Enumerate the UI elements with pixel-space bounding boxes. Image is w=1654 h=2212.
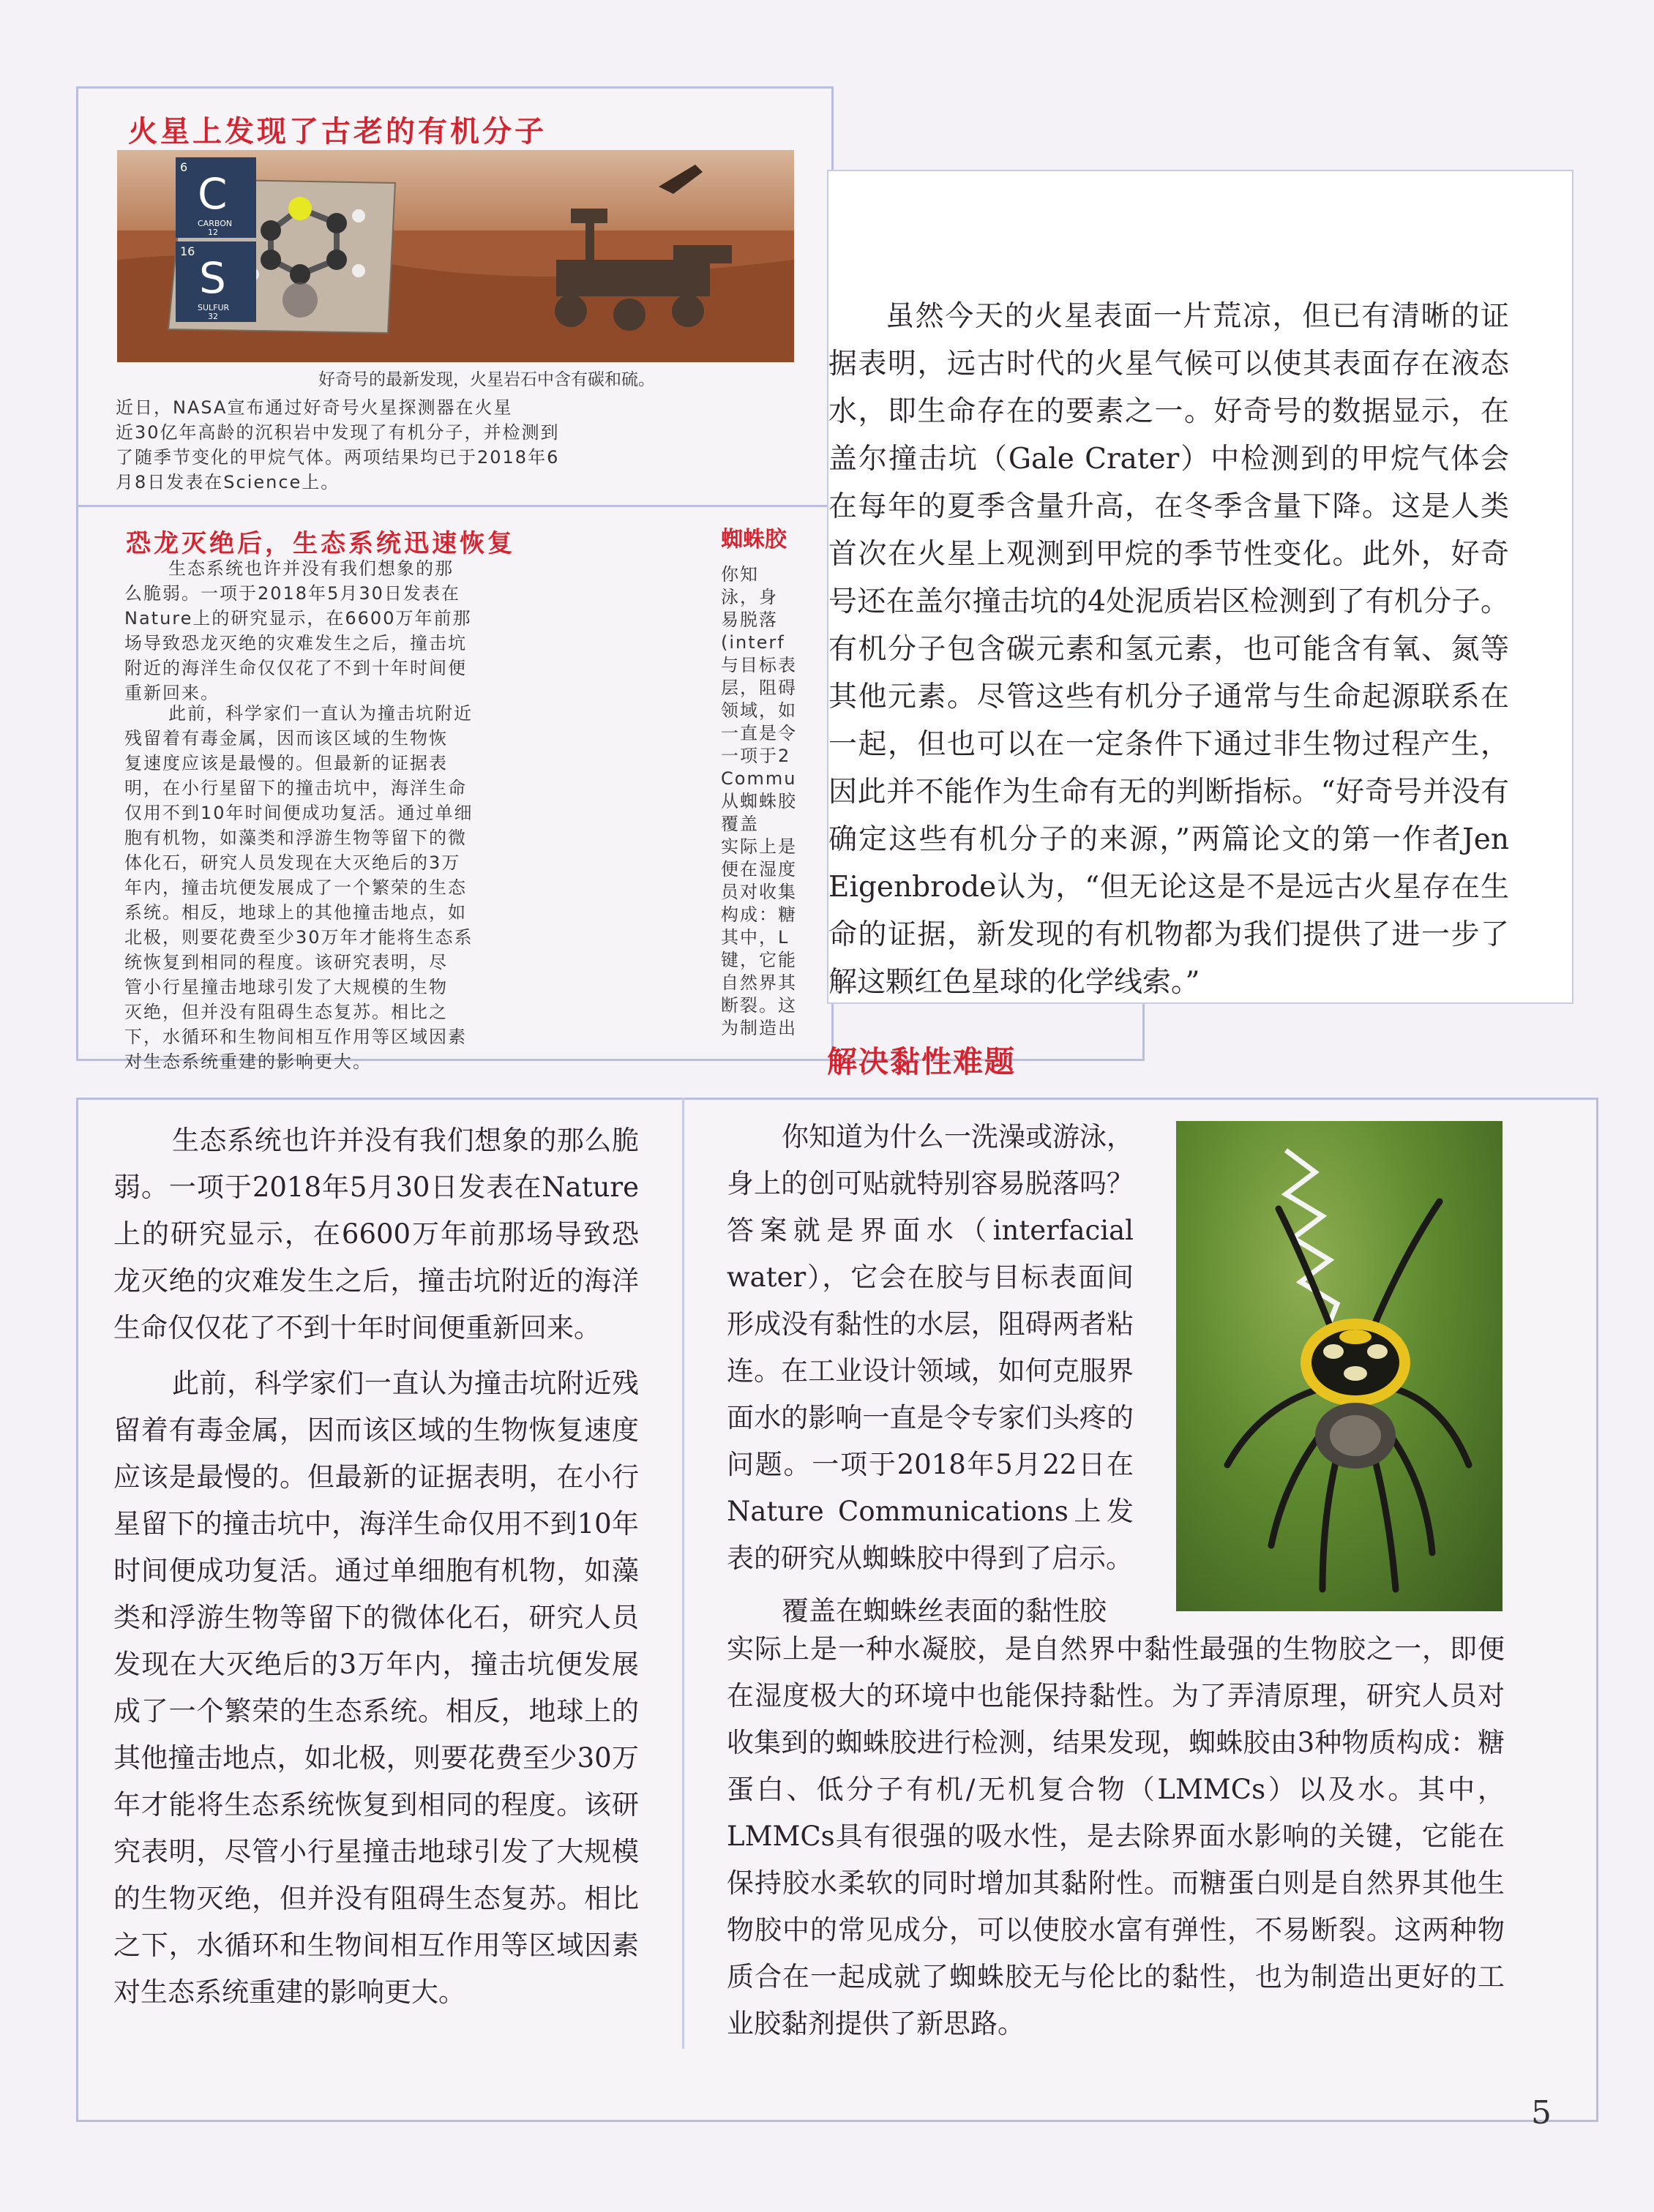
mars-inset-title: 火星上发现了古老的有机分子 (128, 115, 547, 149)
spider-article-p1: 你知道为什么一洗澡或游泳，身上的创可贴就特别容易脱落吗？答案就是界面水（interfacial water），它会在胶与目标表面间形成没有黏性的水层，阻碍两者粘连。在工业设计领域，如何克服界面水的影响一直是令专家们头疼的问题。一项于2018年5月22日在Nature Communications上发表的研究从蜘蛛胶中得到了启示。 覆盖在蜘蛛丝表面的黏性胶 (727, 1114, 1134, 1635)
spider-article-p2-start: 覆盖在蜘蛛丝表面的黏性胶 (782, 1595, 1107, 1627)
eco-inset-title: 恐龙灭绝后，生态系统迅速恢复 (126, 529, 515, 558)
spider-inset-partial (721, 521, 823, 1041)
mars-rover-photo (117, 150, 794, 362)
spider-illustration (1176, 1121, 1503, 1611)
column-divider (682, 1098, 684, 2049)
mars-inset-summary: 近日，NASA宣布通过好奇号火星探测器在火星 近30亿年高龄的沉积岩中发现了有机分子，并检测到 了随季节变化的甲烷气体。两项结果均已于2018年6 月8日发表在Science上。 (116, 397, 560, 492)
page-number: 5 (1531, 2094, 1552, 2132)
carbon-element-tile: 6 C CARBON 12 (176, 157, 256, 238)
spider-inset-text: 你知 泳，身 易脱落 (interf 与目标表 层，阻碍 领域，如 一直是令 一项于2 Commu 从蜘蛛胶 覆盖 实际上是 便在湿度 员对收集 构成：糖 其中，L 键，它能 自然界其 断裂。这 为制造出 (721, 564, 797, 1038)
eco-inset-p1: 生态系统也许并没有我们想象的那 么脆弱。一项于2018年5月30日发表在 Nature上的研究显示，在6600万年前那 场导致恐龙灭绝的灾难发生之后，撞击坑 附近的海洋生命仅仅花了不到十年时间便 重新回来。 (124, 558, 472, 703)
spider-article-p2: 实际上是一种水凝胶，是自然界中黏性最强的生物胶之一，即便在湿度极大的环境中也能保持黏性。为了弄清原理，研究人员对收集到的蜘蛛胶进行检测，结果发现，蜘蛛胶由3种物质构成：糖蛋白、低分子有机/无机复合物（LMMCs）以及水。其中，LMMCs具有很强的吸水性，是去除界面水影响的关键，它能在保持胶水柔软的同时增加其黏附性。而糖蛋白则是自然界其他生物胶中的常见成分，可以使胶水富有弹性，不易断裂。这两种物质合在一起成就了蜘蛛胶无与伦比的黏性，也为制造出更好的工业胶黏剂提供了新思路。 (727, 1633, 1505, 2039)
eco-article-p2: 此前，科学家们一直认为撞击坑附近残留着有毒金属，因而该区域的生物恢复速度应该是最慢的。但最新的证据表明，在小行星留下的撞击坑中，海洋生命仅用不到10年时间便成功复活。通过单细胞有机物，如藻类和浮游生物等留下的微体化石，研究人员发现在大灭绝后的3万年内，撞击坑便发展成了一个繁荣的生态系统。相反，地球上的其他撞击地点，如北极，则要花费至少30万年才能将生态系统恢复到相同的程度。该研究表明，尽管小行星撞击地球引发了大规模的生物灭绝，但并没有阻碍生态复苏。相比之下，水循环和生物间相互作用等区域因素对生态系统重建的影响更大。 (113, 1368, 639, 2008)
spider-inset-title: 蜘蛛胶 (721, 527, 787, 552)
spider-section-title: 解决黏性难题 (827, 1044, 1016, 1079)
sulfur-element-tile: 16 S SULFUR 32 (176, 241, 256, 322)
eco-inset-p2: 此前，科学家们一直认为撞击坑附近 残留着有毒金属，因而该区域的生物恢 复速度应该是最慢的。但最新的证据表 明，在小行星留下的撞击坑中，海洋生命 仅用不到10年时间便成功复活。通过单细 胞有机物，如藻类和浮游生物等留下的微 体化石，研究人员发现在大灭绝后的3万 年内，撞击坑便发展成了一个繁荣的生态 系统。相反，地球上的其他撞击地点，如 北极，则要花费至少30万年才能将生态系 统恢复到相同的程度。该研究表明，尽 管小行星撞击地球引发了大规模的生物 灭绝，但并没有阻碍生态复苏。相比之 下，水循环和生物间相互作用等区域因素 对生态系统重建的影响更大。 (124, 703, 474, 1072)
mars-article-text: 虽然今天的火星表面一片荒凉，但已有清晰的证据表明，远古时代的火星气候可以使其表面存在液态水，即生命存在的要素之一。好奇号的数据显示，在盖尔撞击坑（Gale Crater）中检测到的甲烷气体会在每年的夏季含量升高，在冬季含量下降。这是人类首次在火星上观测到甲烷的季节性变化。此外，好奇号还在盖尔撞击坑的4处泥质岩区检测到了有机分子。有机分子包含碳元素和氢元素，也可能含有氧、氮等其他元素。尽管这些有机分子通常与生命起源联系在一起，但也可以在一定条件下通过非生物过程产生，因此并不能作为生命有无的判断指标。“好奇号并没有确定这些有机分子的来源，”两篇论文的第一作者Jen Eigenbrode认为，“但无论这是不是远古火星存在生命的证据，新发现的有机物都为我们提供了进一步了解这颗红色星球的化学线索。” (828, 300, 1509, 999)
eco-article (113, 1117, 639, 2016)
mars-photo-caption: 好奇号的最新发现，火星岩石中含有碳和硫。 (318, 370, 655, 389)
spider-photo (1176, 1121, 1503, 1611)
eco-article-p1: 生态系统也许并没有我们想象的那么脆弱。一项于2018年5月30日发表在Nature上的研究显示，在6600万年前那场导致恐龙灭绝的灾难发生之后，撞击坑附近的海洋生命仅仅花了不到十年时间便重新回来。 (113, 1125, 639, 1343)
